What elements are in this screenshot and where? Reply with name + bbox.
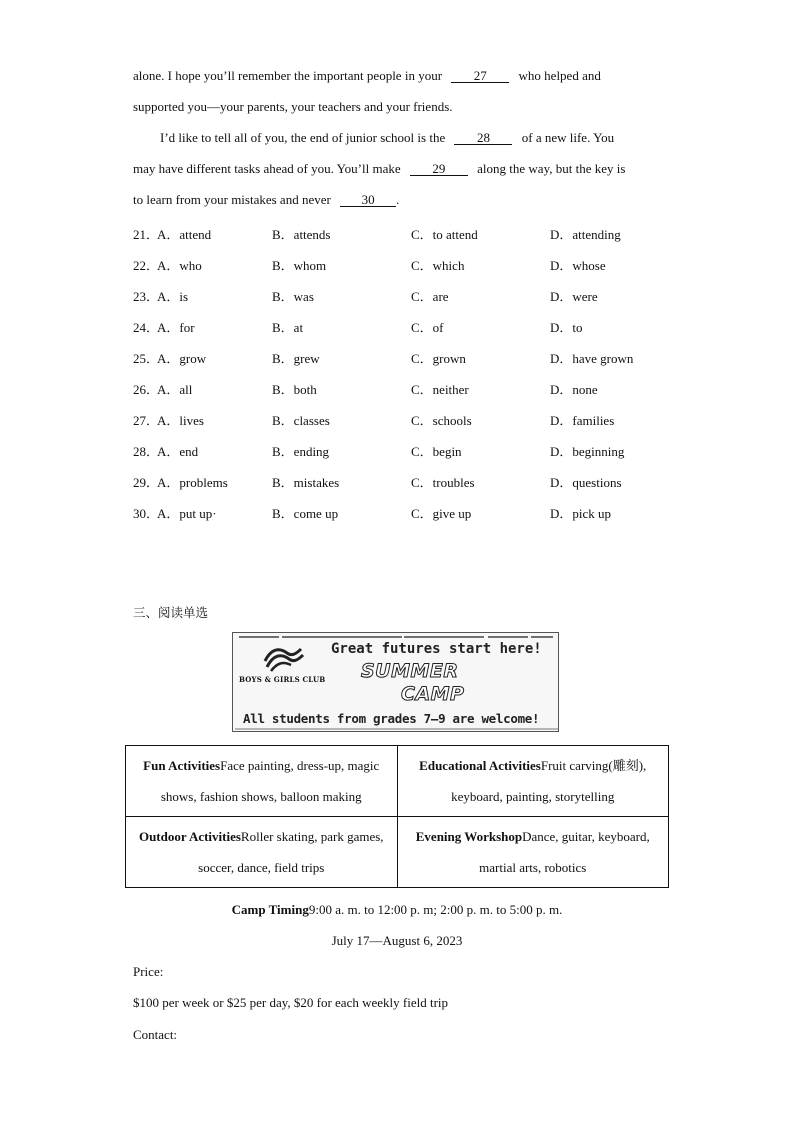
question-number: 27．	[133, 413, 160, 428]
option-c: C．to attend	[411, 227, 478, 242]
question-number: 28．	[133, 444, 160, 459]
evening-workshop-cell: Evening WorkshopDance, guitar, keyboard, martial arts, robotics	[397, 817, 669, 888]
blank-28: 28	[454, 131, 512, 145]
passage-line-3: I’d like to tell all of you, the end of junior school is the 28 of a new life. You	[160, 130, 615, 145]
question-number: 24．	[133, 320, 160, 335]
option-b: B．both	[272, 382, 317, 397]
camp-dates: July 17—August 6, 2023	[331, 933, 463, 948]
blank-27: 27	[451, 69, 509, 83]
option-d: D．to	[550, 320, 583, 335]
question-row	[133, 348, 673, 364]
option-d: D．were	[550, 289, 598, 304]
club-name: BOYS & GIRLS CLUB	[239, 675, 326, 684]
question-row	[133, 255, 673, 271]
poster-title-camp: CAMP	[401, 683, 465, 705]
question-row	[133, 503, 673, 519]
question-number: 22．	[133, 258, 160, 273]
option-b: B．at	[272, 320, 304, 335]
option-c: C．neither	[411, 382, 469, 397]
question-row	[133, 224, 673, 240]
option-d: D．questions	[550, 475, 622, 490]
passage-line-5: to learn from your mistakes and never 30 .	[133, 192, 400, 207]
option-b: B．ending	[272, 444, 330, 459]
question-number: 26．	[133, 382, 160, 397]
option-a: A．is	[157, 289, 189, 304]
question-number: 23．	[133, 289, 160, 304]
option-d: D．families	[550, 413, 615, 428]
section-heading: 三、阅读单选	[133, 605, 209, 620]
option-d: D．have grown	[550, 351, 634, 366]
question-number: 29．	[133, 475, 160, 490]
option-c: C．of	[411, 320, 444, 335]
question-row	[133, 410, 673, 426]
passage-line-2: supported you—your parents, your teachers and your friends.	[133, 99, 453, 114]
option-b: B．come up	[272, 506, 339, 521]
option-c: C．troubles	[411, 475, 475, 490]
question-row	[133, 286, 673, 302]
educational-activities-cell: Educational ActivitiesFruit carving(雕刻), keyboard, painting, storytelling	[397, 746, 669, 817]
passage-line-4: may have different tasks ahead of you. You’ll make 29 along the way, but the key is	[133, 161, 626, 176]
price-text: $100 per week or $25 per day, $20 for each weekly field trip	[133, 995, 449, 1010]
question-row	[133, 441, 673, 457]
club-logo-icon	[261, 641, 307, 675]
option-b: B．grew	[272, 351, 320, 366]
option-a: A．problems	[157, 475, 228, 490]
poster-welcome: All students from grades 7–9 are welcome!	[243, 711, 540, 726]
poster-tagline: Great futures start here!	[331, 641, 542, 657]
camp-poster	[232, 632, 559, 732]
question-number: 25．	[133, 351, 160, 366]
option-a: A．lives	[157, 413, 204, 428]
activities-table	[125, 745, 669, 888]
blank-29: 29	[410, 162, 468, 176]
option-a: A．put up·	[157, 506, 217, 521]
poster-title-summer: SUMMER	[361, 660, 459, 682]
question-row	[133, 317, 673, 333]
passage-line-1: alone. I hope you’ll remember the important people in your 27 who helped and	[133, 68, 601, 83]
option-b: B．attends	[272, 227, 331, 242]
fun-activities-cell: Fun ActivitiesFace painting, dress-up, magic shows, fashion shows, balloon making	[126, 746, 398, 817]
option-b: B．was	[272, 289, 314, 304]
option-a: A．grow	[157, 351, 207, 366]
option-c: C．which	[411, 258, 465, 273]
option-b: B．classes	[272, 413, 330, 428]
option-b: B．mistakes	[272, 475, 340, 490]
option-a: A．for	[157, 320, 195, 335]
price-label: Price:	[133, 964, 164, 979]
option-d: D．pick up	[550, 506, 612, 521]
contact-label: Contact:	[133, 1027, 178, 1042]
option-c: C．begin	[411, 444, 462, 459]
question-number: 21．	[133, 227, 160, 242]
option-c: C．grown	[411, 351, 466, 366]
option-d: D．attending	[550, 227, 621, 242]
option-a: A．all	[157, 382, 193, 397]
option-d: D．none	[550, 382, 598, 397]
option-a: A．attend	[157, 227, 212, 242]
question-row	[133, 472, 673, 488]
camp-timing: Camp Timing9:00 a. m. to 12:00 p. m; 2:00 p. m. to 5:00 p. m.	[231, 902, 563, 917]
option-c: C．are	[411, 289, 449, 304]
question-row	[133, 379, 673, 395]
blank-30: 30	[340, 193, 396, 207]
option-a: A．end	[157, 444, 199, 459]
option-b: B．whom	[272, 258, 327, 273]
option-d: D．whose	[550, 258, 606, 273]
option-d: D．beginning	[550, 444, 625, 459]
option-c: C．schools	[411, 413, 472, 428]
option-a: A．who	[157, 258, 202, 273]
option-c: C．give up	[411, 506, 472, 521]
question-number: 30．	[133, 506, 160, 521]
outdoor-activities-cell: Outdoor ActivitiesRoller skating, park games, soccer, dance, field trips	[126, 817, 398, 888]
